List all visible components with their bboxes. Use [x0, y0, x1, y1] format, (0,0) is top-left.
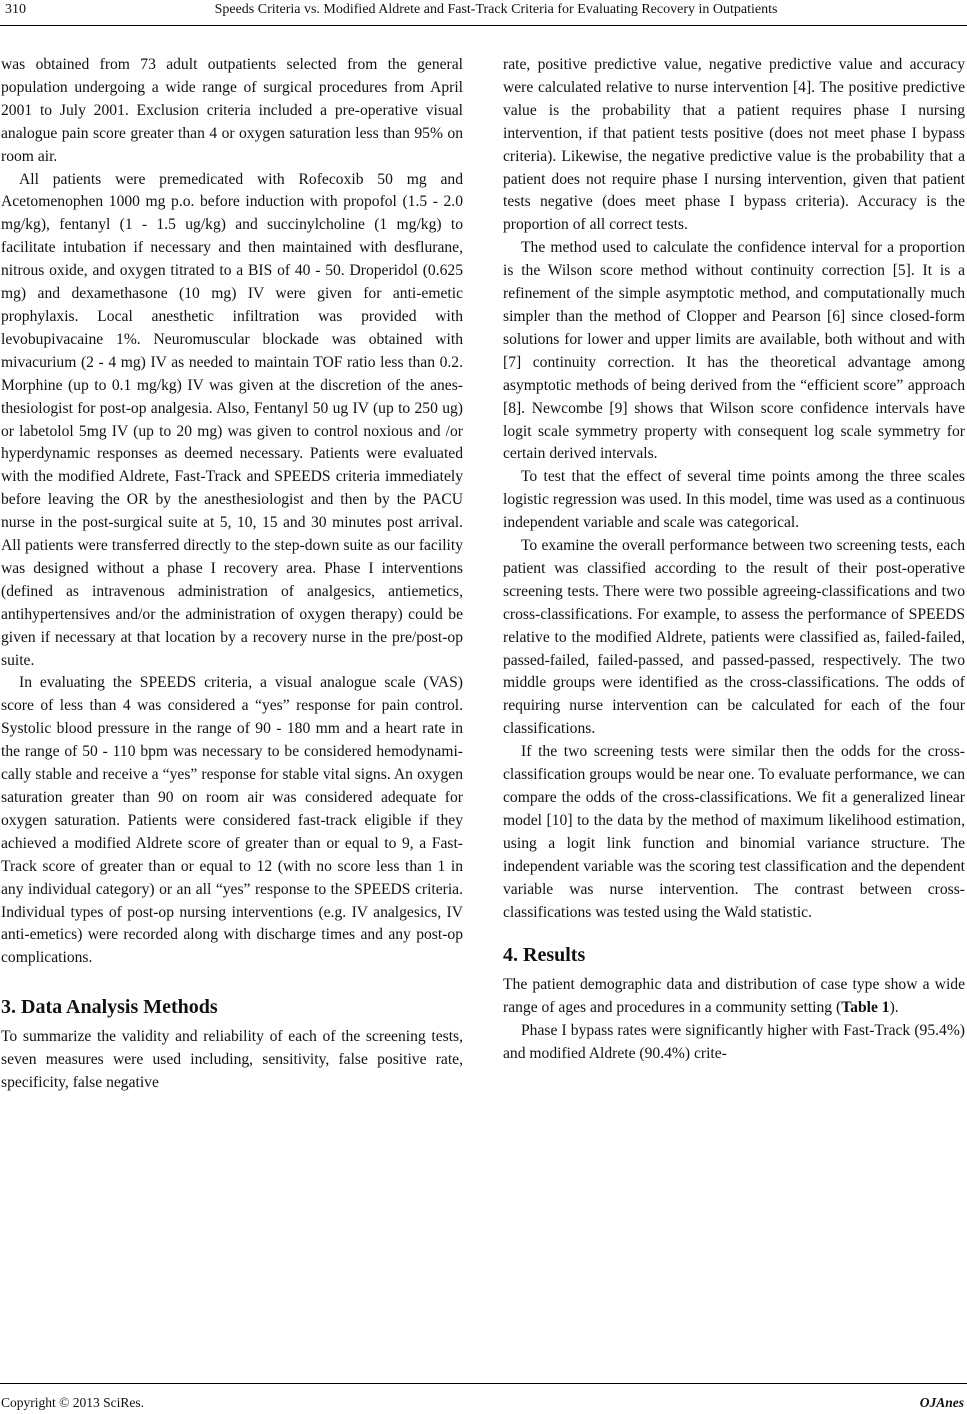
page-footer: [0, 1383, 967, 1413]
paragraph-text: The patient demographic data and distribution of case type show a wide range of ages and procedures in a community setting (: [503, 976, 965, 1017]
copyright-notice: Copyright © 2013 SciRes.: [1, 1395, 145, 1410]
paragraph: In evaluating the SPEEDS criteria, a visual analogue scale (VAS) score of less than 4 was considered a “yes” response for pain control. Systolic blood pressure in the range of 90 - 180 mm and a heart rate in the range of 50 - 110 bpm was necessary to be considered hemodynamically stable and receive a “yes” response for stable vital signs. An oxygen saturation greater than 90 on room air was considered adequate for oxygen saturation. Patients were considered fast-track eligible if they achieved a modified Aldrete score of greater than or equal to 9, a Fast-Track score of greater than or equal to 12 (with no score less than 1 in any individual category) or an all “yes” response to the SPEEDS criteria. Individual types of post-op nursing interventions (e.g. IV analgesics, IV anti-emetics) were recorded along with discharge times and any post-op complications.: [1, 674, 463, 967]
paragraph: If the two screening tests were similar then the odds for the cross-classification groups would be near one. To evaluate performance, we can compare the odds of the cross-classifications. We fit a generalized linear model [10] to the data by the method of maximum likelihood estimation, using a logit link function and binomial variance structure. The independent variable was the scoring test classification and the dependent variable was nurse intervention. The contrast between cross-classifications was tested using the Wald statistic.: [503, 743, 965, 921]
running-title: Speeds Criteria vs. Modified Aldrete and Fast-Track Criteria for Evaluating Recovery in Outpatients: [214, 2, 778, 17]
section-heading-data-analysis: 3. Data Analysis Methods: [1, 996, 218, 1019]
paragraph: [503, 974, 965, 1020]
paragraph: To summarize the validity and reliability of each of the screening tests, seven measures were used including, sensitivity, false positive rate, specificity, false negative: [1, 1028, 463, 1092]
table-reference-link[interactable]: Table 1: [841, 999, 890, 1017]
paragraph: was obtained from 73 adult outpatients selected from the general population undergoing a wide range of surgical procedures from April 2001 to July 2001. Exclusion criteria included a pre-operative visual analogue pain score greater than 4 or oxygen saturation less than 95% on room air.: [1, 56, 463, 165]
section-heading-results: 4. Results: [503, 944, 586, 967]
paragraph: All patients were premedicated with Rofecoxib 50 mg and Acetomenophen 1000 mg p.o. before induction with propofol (1.5 - 2.0 mg/kg), fentanyl (1 - 1.5 ug/kg) and succinylcholine (1 mg/kg) to facilitate intubation if necessary and then maintained with desflurane, nitrous oxide, and oxygen titrated to a BIS of 40 - 50. Droperidol (0.625 mg) and dexamethasone (10 mg) IV were given for anti-emetic prophylaxis. Local anesthetic infiltration was provided with levobupivacaine 1%. Neuromuscular blockade was obtained with mivacurium (2 - 4 mg) IV as needed to maintain TOF ratio less than 0.2. Morphine (up to 0.1 mg/kg) IV was given at the discretion of the anesthesiologist for post-op analgesia. Also, Fentanyl 50 ug IV (up to 250 ug) or labetolol 5mg IV (up to 20 mg) was given to control noxious and /or hyperdynamic responses as deemed necessary. Patients were evaluated with the modified Aldrete, Fast-Track and SPEEDS criteria immediately before leaving the OR by the anesthesiologist and then by the PACU nurse in the post-surgical suite at 5, 10, 15 and 30 minutes post arrival. All patients were transferred directly to the step-down suite as our facility was designed without a phase I recovery area. Phase I interventions (defined as intravenous administration of analgesics, antiemetics, antihypertensives and/or the administration of oxygen therapy) could be given if necessary at that location by a recovery nurse in the pre/post-op suite.: [1, 170, 463, 669]
page-header: [0, 0, 967, 26]
paragraph: To examine the overall performance between two screening tests, each patient was classified according to the result of their post-operative screening tests. There were two possible agreeing-classifications and two cross-classifications. For example, to assess the performance of SPEEDS relative to the modified Aldrete, patients were classified as, failed-failed, passed-failed, failed-passed, and passed-passed, respectively. The two middle groups were identified as the cross-classifications. The odds of requiring nurse intervention can be calculated for each of the four classifications.: [503, 537, 965, 738]
paragraph: To test that the effect of several time points among the three scales logistic regression was used. In this model, time was used as a continuous independent variable and scale was categorical.: [503, 468, 965, 532]
page-number: 310: [5, 2, 26, 17]
left-column: [1, 54, 463, 1095]
header-rule: [0, 25, 967, 26]
right-column: [503, 54, 965, 1066]
footer-rule: [0, 1383, 967, 1384]
journal-name: OJAnes: [919, 1395, 964, 1410]
paragraph: Phase I bypass rates were significantly higher with Fast-Track (95.4%) and modified Aldrete (90.4%) crite-: [503, 1022, 965, 1063]
paragraph: The method used to calculate the confidence interval for a proportion is the Wilson score method without continuity correction [5]. It is a refinement of the simple asymptotic method, and computationally much simpler than the method of Clopper and Pearson [6] since closed-form solutions for lower and upper limits are available, both without and with [7] continuity correction. It has the theoretical advantage among asymptotic methods of being derived from the “efficient score” approach [8]. Newcombe [9] shows that Wilson score confidence intervals have logit scale symmetry property with consequent log scale symmetry for certain derived intervals.: [503, 239, 965, 463]
paragraph-text: ).: [889, 999, 899, 1017]
paragraph: rate, positive predictive value, negative predictive value and accuracy were calculated relative to nurse intervention [4]. The positive predictive value is the probability that a patient requires phase I nursing intervention, if that patient tests positive (does not meet phase I bypass criteria). Likewise, the negative predictive value is the probability that a patient does not require phase I nursing intervention, given that patient tests negative (does meet phase I bypass criteria). Accuracy is the proportion of all correct tests.: [503, 56, 965, 234]
